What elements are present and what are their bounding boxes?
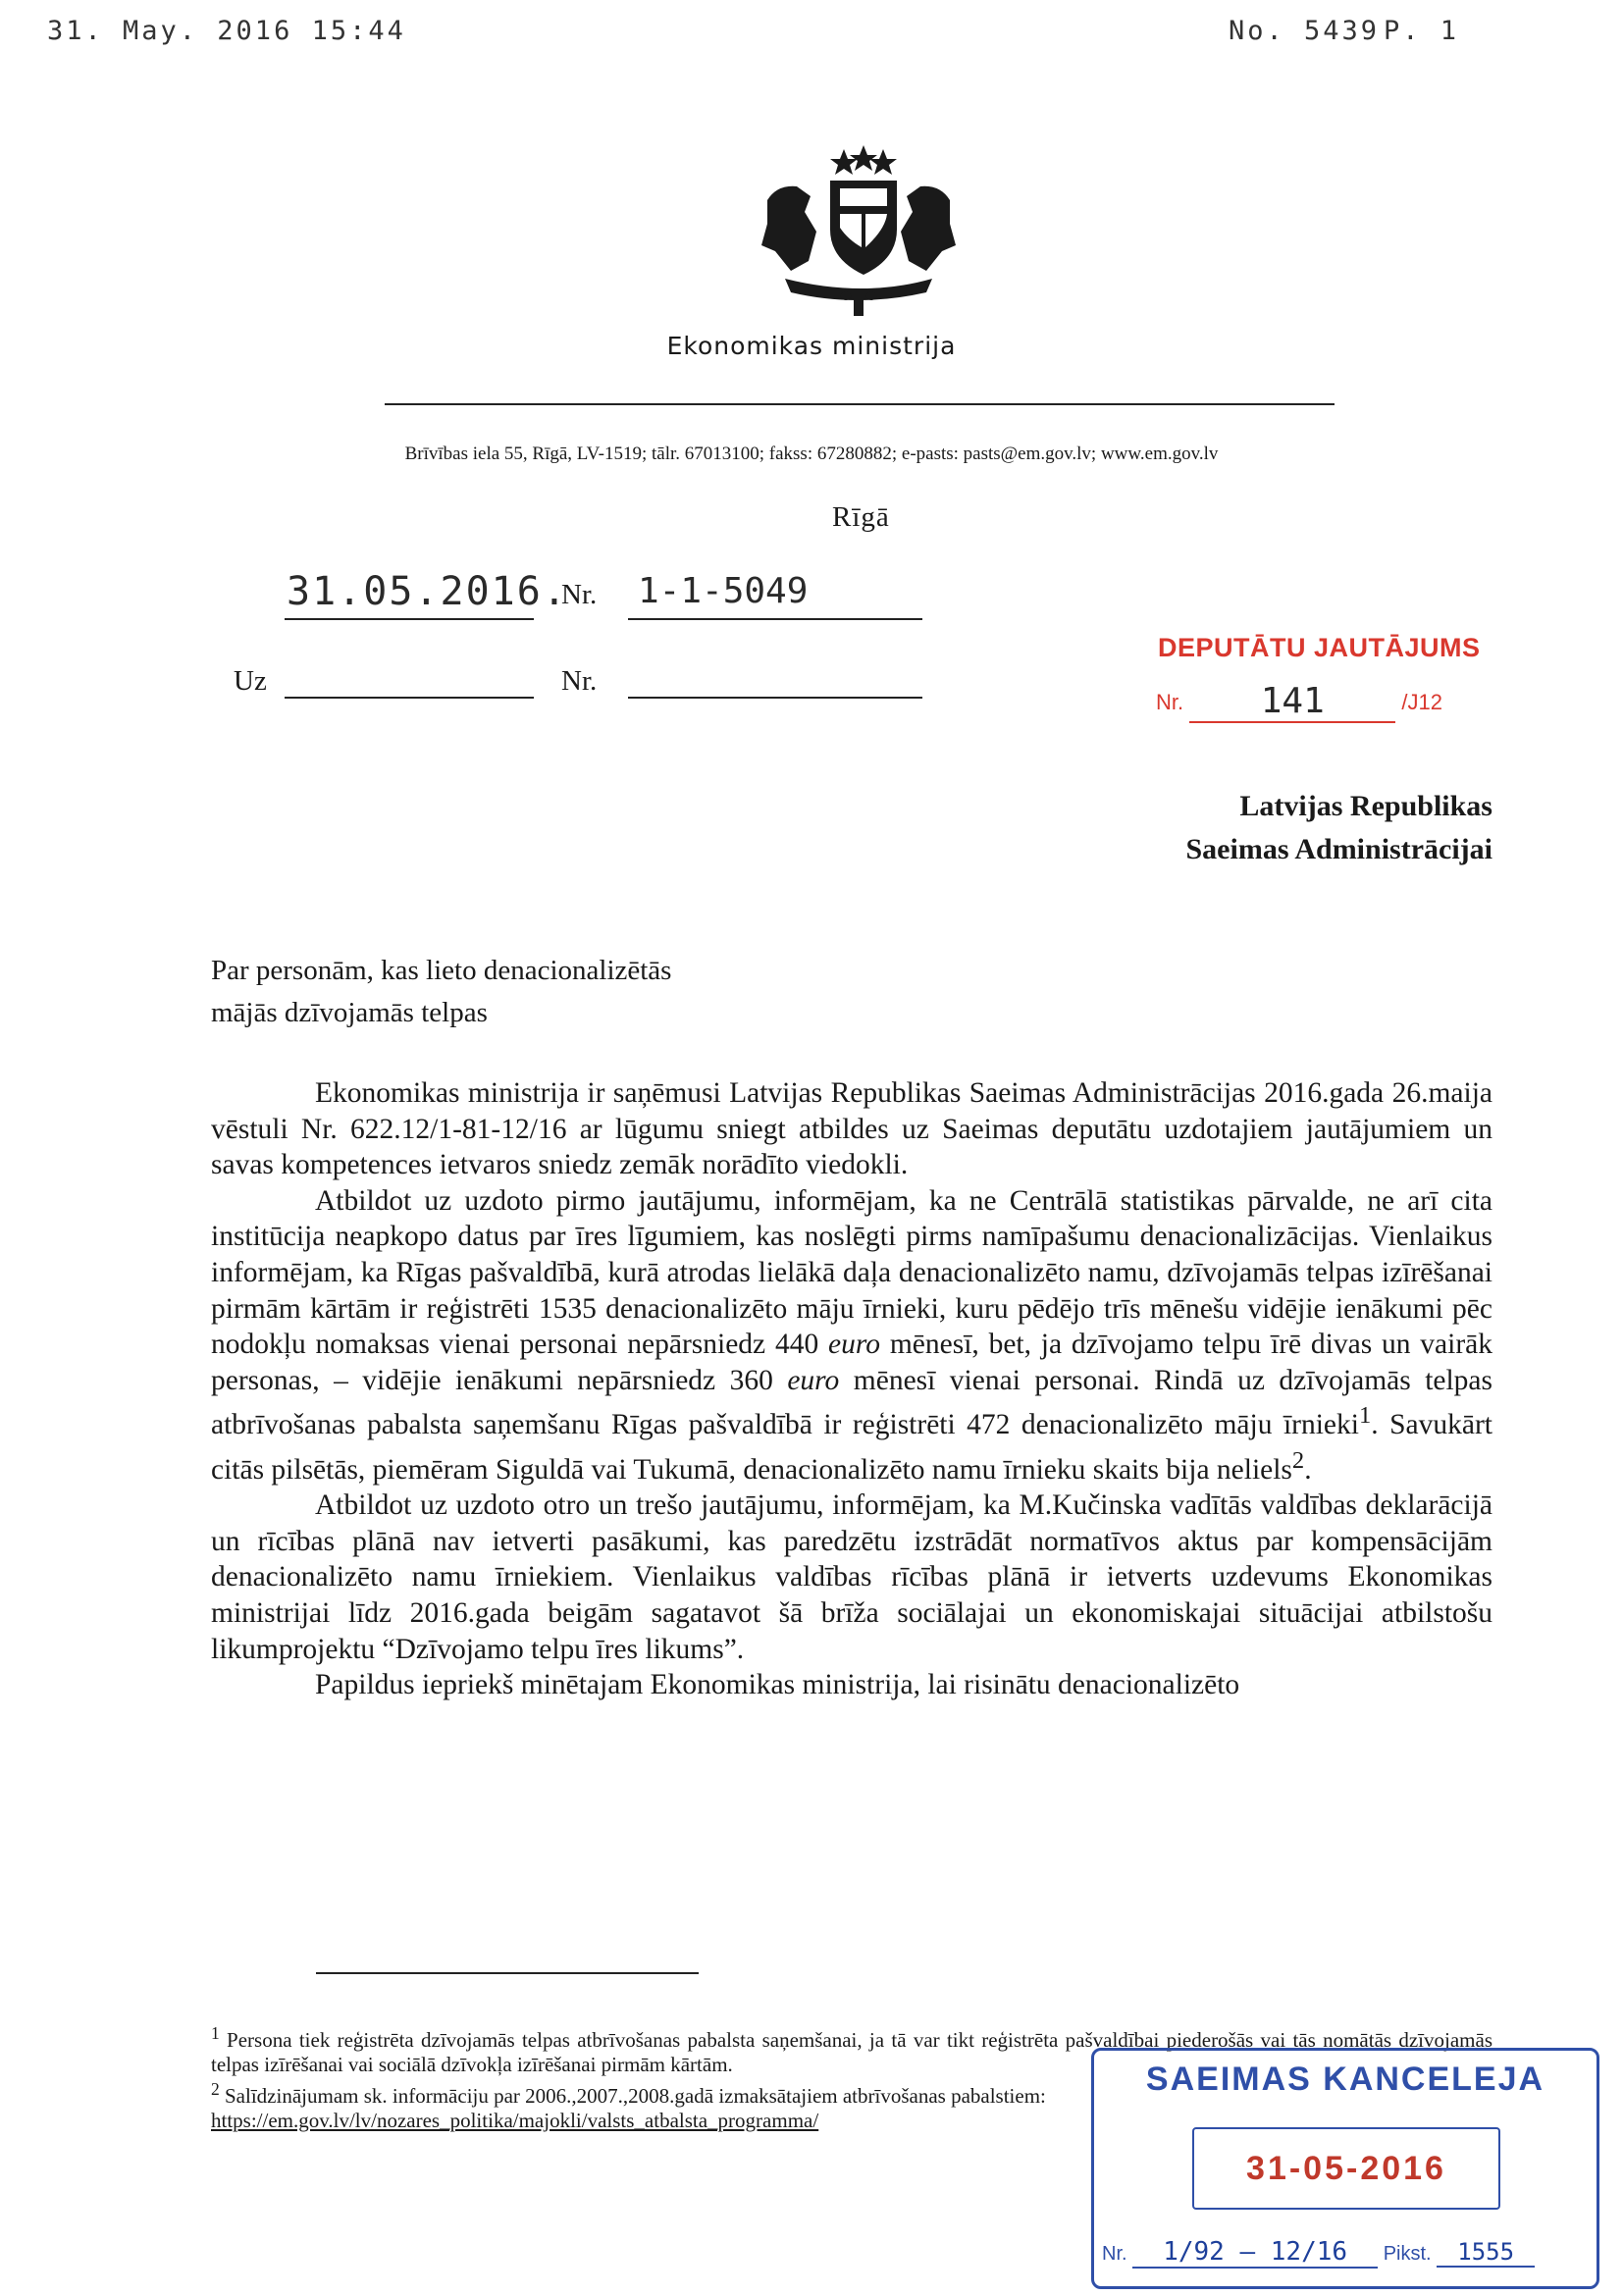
stamp-nr-value: 1/92 – 12/16 xyxy=(1132,2237,1378,2269)
footnote-ref-2: 2 xyxy=(1291,1446,1305,1474)
letterhead-divider xyxy=(385,403,1335,405)
letter-subject xyxy=(211,950,671,1034)
kanceleja-stamp xyxy=(1091,2048,1599,2289)
paragraph-3: Atbildot uz uzdoto otro un trešo jautājumu, informējam, ka M.Kučinska vadītās valdības deklarācijā un rīcības plānā nav ietverti pasākumi, kas paredzētu izstrādāt normatīvos aktus par kompensācijām denacionalizēto namu īrniekiem. Vienlaikus valdības rīcības plānā ir ietverts uzdevums Ekonomikas ministrijai līdz 2016.gada beigām sagatavot šā brīža sociālajai un ekonomiskajai situācijai atbilstošu likumprojektu “Dzīvojamo telpu īres likums”. xyxy=(211,1489,1492,1665)
fax-number: No. 5439 xyxy=(1229,16,1381,46)
paragraph-2-part-d: . Savukārt citās pilsētās, piemēram Siguldā vai Tukumā, denacionalizēto namu īrnieku skaits bija neliels xyxy=(211,1409,1492,1486)
footnote-1-text: Persona tiek reģistrēta dzīvojamās telpas atbrīvošanas pabalsta saņemšanai, ja tā var tikt reģistrēta pašvaldībai piederošās vai tās nomātās dzīvojamās telpas izīrēšanai vai sociālā dzīvokļa izīrēšanai pirmām kārtām. xyxy=(211,2028,1493,2076)
stamp-pielikumi-value: 1555 xyxy=(1437,2238,1535,2268)
uz-line xyxy=(285,697,534,699)
date-line xyxy=(285,618,534,620)
stamp-title: SAEIMAS KANCELEJA xyxy=(1145,2061,1545,2098)
footnote-2-text: Salīdzinājumam sk. informāciju par 2006.,2007.,2008.gadā izmaksātajiem atbrīvošanas pabalstiem: xyxy=(225,2084,1046,2108)
latvia-coat-of-arms-icon xyxy=(746,145,971,320)
paragraph-2 xyxy=(211,1183,1492,1487)
nr-line xyxy=(628,618,922,620)
subject-line-1: Par personām, kas lieto denacionalizētās xyxy=(211,955,672,986)
uz-nr-line xyxy=(628,697,922,699)
deputy-question-number-row xyxy=(1156,681,1442,723)
recipient-line-2: Saeimas Administrācijai xyxy=(1185,833,1492,865)
footnote-divider xyxy=(316,1972,699,1974)
paragraph-2-end: . xyxy=(1304,1453,1312,1486)
ministry-address: Brīvības iela 55, Rīgā, LV-1519; tālr. 67013100; fakss: 67280882; e-pasts: pasts@em.gov.lv; www.em.gov.lv xyxy=(404,444,1219,464)
fax-timestamp: 31. May. 2016 15:44 xyxy=(47,16,406,46)
paragraph-2-part-b: mēnesī, bet, ja dzīvojamo telpu īrē divas un vairāk personas, – vidējie ienākumi nepārsniedz 360 xyxy=(211,1329,1493,1396)
stamp-date: 31-05-2016 xyxy=(1192,2127,1500,2210)
place-label: Rīgā xyxy=(832,501,890,533)
paragraph-2-part-c: mēnesī vienai personai. Rindā uz dzīvojamās telpas atbrīvošanas pabalsta saņemšanu Rīgas pašvaldībā ir reģistrēti 472 denacionalizēto māju īrnieki xyxy=(211,1364,1492,1441)
deputy-nr-value: 141 xyxy=(1189,681,1395,723)
euro-word: euro xyxy=(787,1364,840,1396)
deputy-question-title: DEPUTĀTU JAUTĀJUMS xyxy=(1158,633,1481,662)
subject-line-2: mājās dzīvojamās telpas xyxy=(211,997,488,1028)
paragraph-2-part-a: Atbildot uz uzdoto pirmo jautājumu, informējam, ka ne Centrālā statistikas pārvalde, ne arī cita institūcija neapkopo datus par īres līgumiem, kas noslēgti pirms namīpašumu denacionalizācijas. Vienlaikus informējam, ka Rīgas pašvaldībā, kurā atrodas lielākā daļa denacionalizēto namu, dzīvojamās telpas izīrēšanai pirmām kārtām ir reģistrēti 1535 denacionalizēto māju īrnieki, kuru pēdējo trīs mēnešu vidējie ienākumi pēc nodokļu nomaksas vienai personai nepārsniedz 440 xyxy=(211,1184,1492,1361)
letter-body xyxy=(211,1075,1492,1703)
recipient-block xyxy=(1186,785,1493,871)
paragraph-4: Papildus iepriekš minētajam Ekonomikas ministrija, lai risinātu denacionalizēto xyxy=(315,1669,1240,1701)
footnote-ref-1: 1 xyxy=(1358,1402,1372,1430)
footnote-2-link[interactable]: https://em.gov.lv/lv/nozares_politika/majokli/valsts_atbalsta_programma/ xyxy=(211,2109,819,2132)
deputy-nr-suffix: /J12 xyxy=(1401,690,1442,714)
paragraph-1: Ekonomikas ministrija ir saņēmusi Latvijas Republikas Saeimas Administrācijas 2016.gada 26.maija vēstuli Nr. 622.12/1-81-12/16 ar lūgumu sniegt atbildes uz Saeimas deputātu uzdotajiem jautājumiem un savas kompetences ietvaros sniedz zemāk norādīto viedokli. xyxy=(211,1077,1492,1181)
footnote-2-mark: 2 xyxy=(211,2079,220,2099)
stamp-number-row xyxy=(1102,2237,1589,2269)
footnote-1-mark: 1 xyxy=(211,2023,220,2043)
uz-label: Uz xyxy=(234,665,267,697)
deputy-nr-label: Nr. xyxy=(1156,690,1184,714)
stamp-pielikumi-label: Pikst. xyxy=(1383,2243,1432,2265)
ministry-name: Ekonomikas ministrija xyxy=(666,332,957,360)
nr-label: Nr. xyxy=(561,579,598,610)
stamp-nr-label: Nr. xyxy=(1102,2243,1127,2265)
recipient-line-1: Latvijas Republikas xyxy=(1239,790,1492,822)
fax-page: P. 1 xyxy=(1384,16,1460,46)
handwritten-date: 31.05.2016. xyxy=(287,569,568,614)
handwritten-letter-number: 1-1-5049 xyxy=(638,571,809,611)
euro-word: euro xyxy=(828,1329,881,1361)
uz-nr-label: Nr. xyxy=(561,665,598,697)
